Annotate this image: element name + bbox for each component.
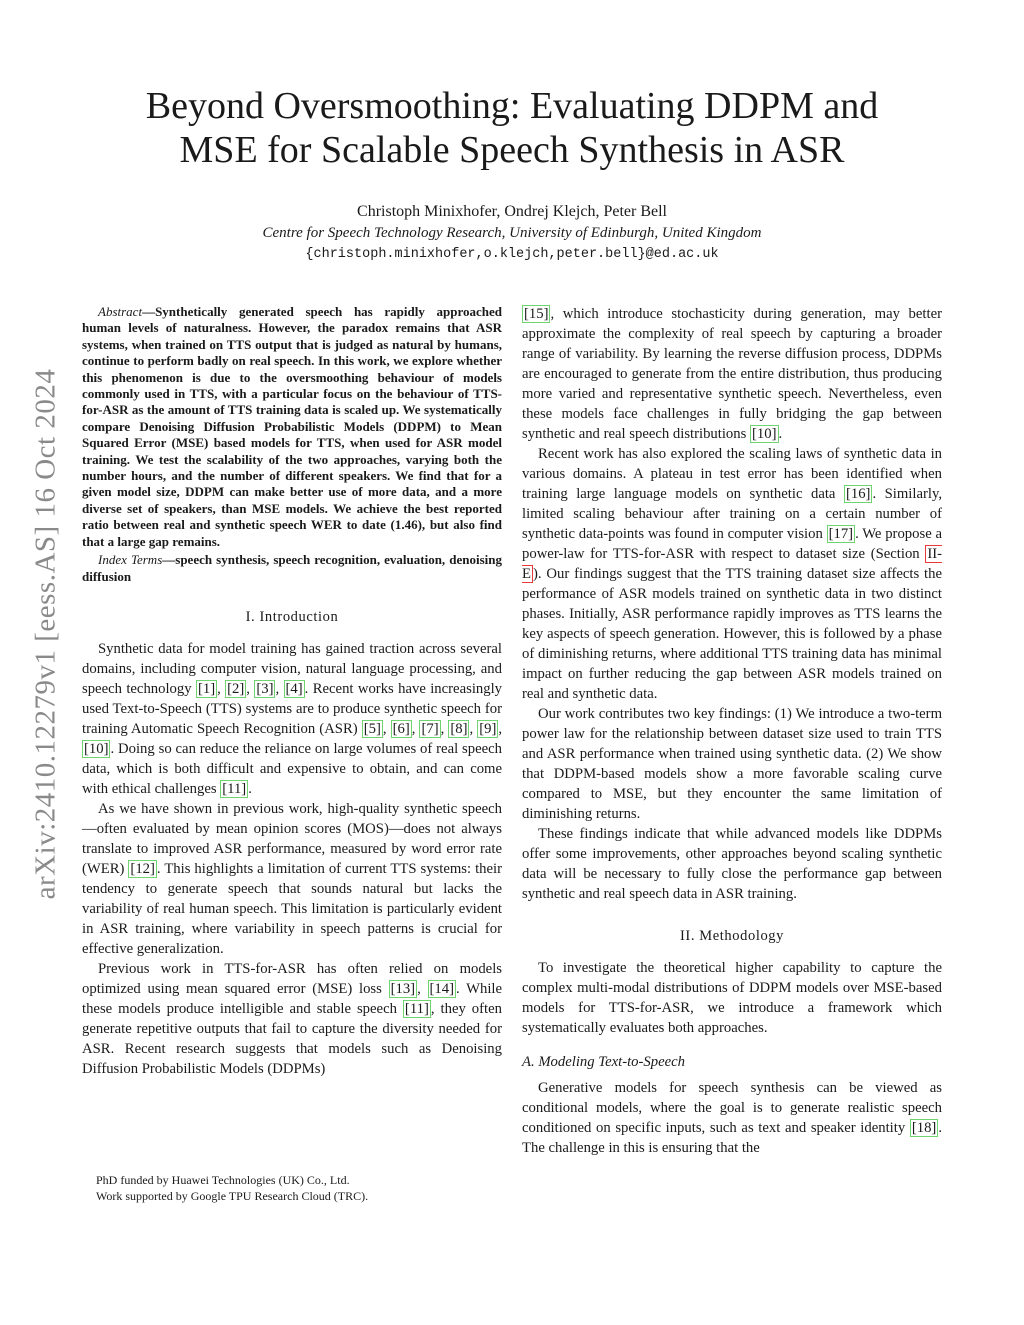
index-terms-label: Index Terms (98, 552, 163, 568)
citation-link[interactable]: [2] (227, 680, 245, 697)
citation-link[interactable]: [10] (752, 426, 777, 442)
intro-paragraph-2: As we have shown in previous work, high-quality synthetic speech—often evaluated by mean opinion scores (MOS)—does not always translate to improved ASR performance, measured by word error rate (WER) [12] . This highlights a limitation of current TTS systems: their tendency to generate speech that sounds natural but lacks the variability of real human speech. This limitation is particularly evident in ASR training, where variability in speech patterns is crucial for effective generalization. (82, 800, 502, 957)
right-paragraph-2: Recent work has also explored the scaling laws of synthetic data in various domains. A plateau in test error has been identified when training large language models on synthetic data [16] . Similarly, limited scaling behaviour after training on a certain number of synthetic data-points was found in computer vision [17] . We propose a power-law for TTS-for-ASR with respect to dataset size (Section II-E ). Our findings suggest that the TTS training dataset size affects the performance of ASR models trained on synthetic data in two distinct phases. Initially, ASR performance rapidly improves as TTS learns the key aspects of speech generation. However, this is followed by a phase of diminishing returns, where additional TTS training data has minimal impact on further reducing the gap between ASR models trained on real and synthetic data. (522, 446, 943, 702)
citation-link[interactable]: [4] (285, 680, 303, 697)
right-paragraph-4: These findings indicate that while advanced models like DDPMs offer some improvements, other approaches beyond scaling synthetic data will be necessary to fully close the performance gap between synthetic and real speech data in ASR training. (522, 826, 942, 902)
footnote-funding: PhD funded by Huawei Technologies (UK) Co., Ltd. (96, 1173, 350, 1187)
authors: Christoph Minixhofer, Ondrej Klejch, Peter Bell (357, 203, 667, 220)
index-terms-text: speech synthesis, speech recognition, evaluation, denoising diffusion (82, 552, 502, 584)
intro-paragraph-3: Previous work in TTS-for-ASR has often relied on models optimized using mean squared error (MSE) loss [13] , [14] . While these models produce intelligible and stable speech [11] , they often generate repetitive outputs that fail to capture the diversity needed for ASR. Recent research suggests that models such as Denoising Diffusion Probabilistic Models (DDPMs) (82, 960, 503, 1077)
citation-link[interactable]: [8] (450, 720, 468, 737)
citation-link[interactable]: [16] (845, 486, 871, 502)
author-emails: {christoph.minixhofer,o.klejch,peter.bell}@ed.ac.uk (305, 247, 719, 262)
citation-link[interactable]: [15] (524, 306, 549, 322)
section-heading-methodology: II. Methodology (679, 928, 785, 944)
citation-link[interactable]: [5] (363, 720, 381, 737)
citation-link[interactable]: [11] (222, 780, 247, 797)
citation-link[interactable]: [14] (429, 980, 454, 997)
abstract: Abstract—Synthetically generated speech has rapidly approached human levels of naturalness. However, the paradox remains that ASR systems, when trained on TTS output that is judged as natural by humans, continue to perform badly on real speech. In this work, we explore whether this phenomenon is due to the oversmoothing behaviour of models commonly used in TTS, with a particular focus on the behaviour of TTS-for-ASR as the amount of TTS training data is scaled up. We systematically compare Denoising Diffusion Probabilistic Models (DDPM) to Mean Squared Error (MSE) based models for TTS, when used for ASR model training. We test the scalability of the two approaches, varying both the number hours, and the number of different speakers. We find that for a given model size, DDPM can make better use of more data, and a more diverse set of speakers, than MSE models. We achieve the best reported ratio between real and synthetic speech WER to date (1.46), but also find that a large gap remains. (82, 304, 502, 549)
right-paragraph-3: Our work contributes two key findings: (1) We introduce a two-term power law for the relationship between dataset size used to train TTS and ASR performance when trained using synthetic data. (2) We show that DDPM-based models show a more favorable scaling curve compared to MSE, but they encounter the same limitation of diminishing returns. (522, 706, 942, 822)
abstract-label: Abstract (98, 304, 143, 319)
footnotes (82, 1172, 502, 1204)
right-paragraph-1: [15] , which introduce stochasticity during generation, may better approximate the complexity of real speech by capturing a broader range of variability. By learning the reverse diffusion process, DDPMs are encouraged to generate from the entire distribution, thus producing more varied and representative synthetic speech. Nevertheless, even these models face challenges in fully bridging the gap between synthetic and real speech distributions [10] . (522, 306, 942, 442)
citation-link[interactable]: [7] (421, 720, 439, 737)
intro-paragraph-1: Synthetic data for model training has gained traction across several domains, including computer vision, natural language processing, and speech technology [1] , [2] , [3] , [4] . Recent works have increasingly used Text-to-Speech (TTS) systems are to produce synthetic speech for training Automatic Speech Recognition (ASR) [5] , [6] , [7] , [8] , [9] , [10] . Doing so can reduce the reliance on large volumes of real speech data, which is both difficult and expensive to obtain, and can come with ethical challenges [11] . (82, 640, 503, 797)
left-column (82, 304, 502, 1079)
citation-link[interactable]: [13] (390, 980, 416, 997)
citation-link[interactable]: [1] (197, 680, 216, 697)
footnote-support: Work supported by Google TPU Research Cloud (TRC). (96, 1189, 369, 1203)
modeling-paragraph-1: Generative models for speech synthesis can be viewed as conditional models, where the goal is to generate realistic speech conditioned on specific inputs, such as text and speaker identity [18] . The challenge in this is ensuring that the (522, 1080, 942, 1156)
citation-link[interactable]: [18] (911, 1120, 937, 1136)
citation-link[interactable]: [3] (256, 680, 274, 697)
citation-link[interactable]: [6] (392, 720, 410, 737)
paper-title (60, 84, 964, 172)
title-line-1: Beyond Oversmoothing: Evaluating DDPM and (145, 85, 879, 127)
citation-link[interactable]: [12] (130, 860, 155, 877)
citation-link[interactable]: [11] (404, 1000, 429, 1017)
citation-link[interactable]: [17] (828, 526, 854, 542)
arxiv-id: arXiv:2410.12279v1 [eess.AS] 16 Oct 2024 (29, 368, 62, 900)
citation-link[interactable]: [10] (84, 740, 109, 757)
subsection-heading-modeling-tts: A. Modeling Text-to-Speech (522, 1054, 686, 1070)
abstract-text: Synthetically generated speech has rapidly approached human levels of naturalness. However, the paradox remains that ASR systems, when trained on TTS output that is judged as natural by humans, continue to perform badly on real speech. In this work, we explore whether this phenomenon is due to the oversmoothing behaviour of models commonly used in TTS, with a particular focus on the behaviour of TTS-for-ASR as the amount of TTS training data is scaled up. We systematically compare Denoising Diffusion Probabilistic Models (DDPM) to Mean Squared Error (MSE) based models for TTS, when used for ASR model training. We test the scalability of the two approaches, varying both the number hours, and the number of different speakers. We find that for a given model size, DDPM can make better use of more data, and a more diverse set of speakers, than MSE models. We achieve the best reported ratio between real and synthetic speech WER to date (1.46), but also find that a large gap remains. (82, 304, 502, 549)
section-heading-introduction: I. Introduction (245, 608, 339, 625)
title-line-2: MSE for Scalable Speech Synthesis in ASR (179, 129, 845, 171)
section-reference-link[interactable]: II-E (522, 546, 942, 582)
citation-link[interactable]: [9] (479, 720, 497, 737)
methodology-paragraph-1: To investigate the theoretical higher capability to capture the complex multi-modal distributions of DDPM models over MSE-based models for TTS-for-ASR, we introduce a framework which systematically evaluates both approaches. (522, 960, 942, 1036)
index-terms: Index Terms—speech synthesis, speech recognition, evaluation, denoising diffusion (82, 552, 502, 584)
affiliation: Centre for Speech Technology Research, University of Edinburgh, United Kingdom (262, 225, 762, 241)
right-column (522, 304, 942, 1158)
